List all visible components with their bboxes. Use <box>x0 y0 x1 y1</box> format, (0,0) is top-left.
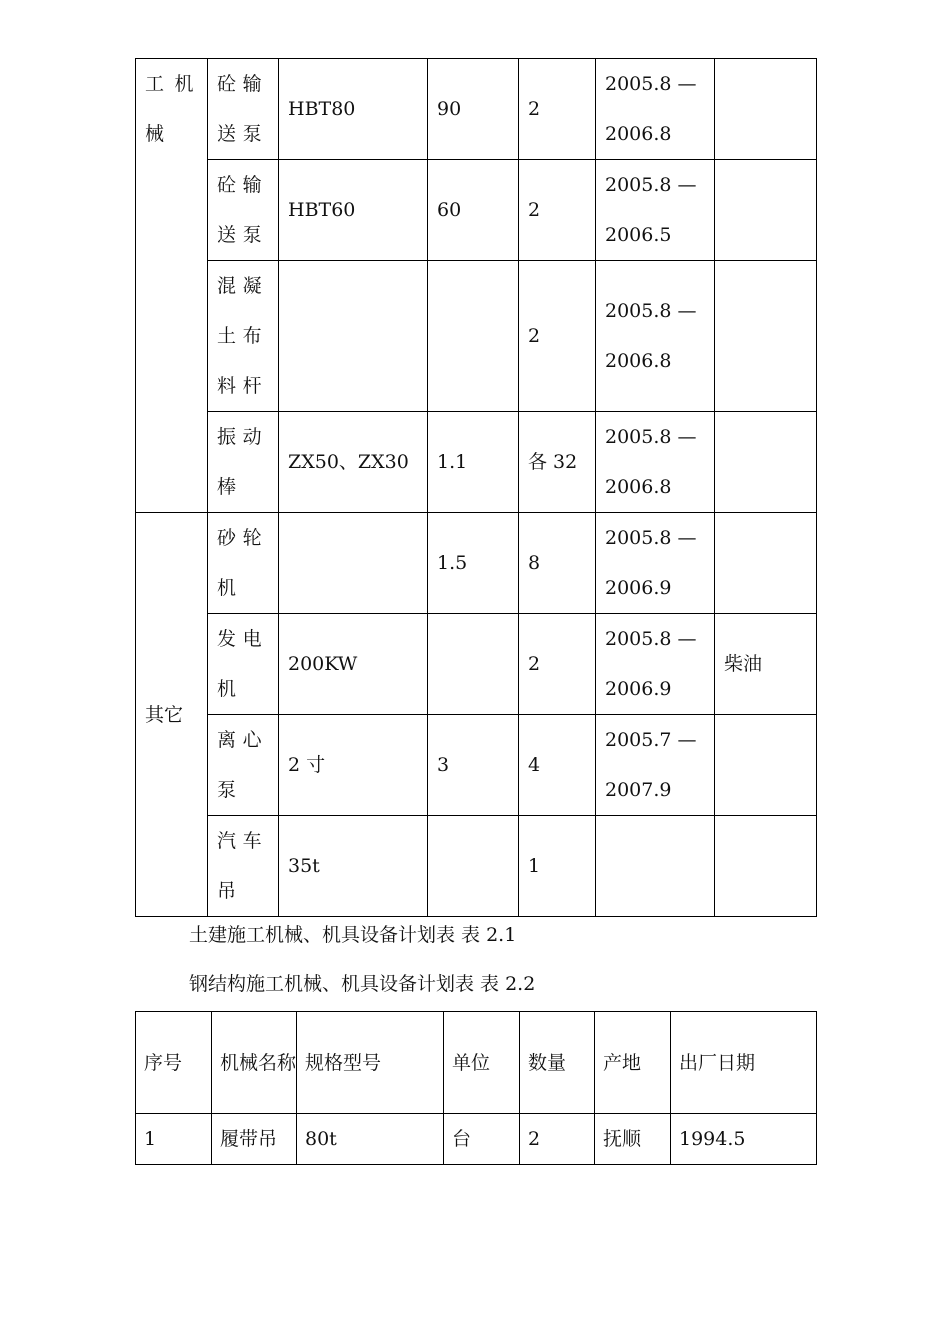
table-row <box>136 614 817 715</box>
power-cell <box>428 614 519 715</box>
equipment-name: 汽车吊 <box>208 816 279 917</box>
period-end: 2006.8 <box>605 123 672 145</box>
period-start: 2005.8 — <box>605 73 697 95</box>
period-cell <box>596 261 715 412</box>
period-start: 2005.8 — <box>605 527 697 549</box>
quantity-cell: 8 <box>519 513 596 614</box>
period-start: 2005.7 — <box>605 729 697 751</box>
header-cell: 序号 <box>136 1012 212 1114</box>
table-row <box>136 261 817 412</box>
header-cell: 数量 <box>520 1012 595 1114</box>
period-cell <box>596 614 715 715</box>
header-cell: 产地 <box>595 1012 671 1114</box>
header-cell: 出厂日期 <box>671 1012 817 1114</box>
note-cell: 柴油 <box>715 614 817 715</box>
equipment-name: 离心泵 <box>208 715 279 816</box>
table-cell: 台 <box>444 1114 520 1165</box>
table-cell: 履带吊 <box>212 1114 297 1165</box>
table-row <box>136 59 817 160</box>
equipment-name: 混凝土布料杆 <box>208 261 279 412</box>
table-cell: 1 <box>136 1114 212 1165</box>
category-cell: 其它 <box>136 513 208 917</box>
power-cell <box>428 261 519 412</box>
model-cell: ZX50、ZX30 <box>279 412 428 513</box>
period-start: 2005.8 — <box>605 300 697 322</box>
period-end: 2006.8 <box>605 476 672 498</box>
model-cell: 35t <box>279 816 428 917</box>
power-cell <box>428 816 519 917</box>
period-start: 2005.8 — <box>605 426 697 448</box>
period-start: 2005.8 — <box>605 628 697 650</box>
table-row <box>136 715 817 816</box>
period-cell <box>596 412 715 513</box>
quantity-cell: 2 <box>519 160 596 261</box>
quantity-cell: 2 <box>519 261 596 412</box>
header-cell: 机械名称 <box>212 1012 297 1114</box>
power-cell: 1.5 <box>428 513 519 614</box>
table-row <box>136 816 817 917</box>
table-row <box>136 1114 817 1165</box>
equipment-table-2-1 <box>135 58 817 917</box>
note-cell <box>715 715 817 816</box>
note-cell <box>715 816 817 917</box>
period-start: 2005.8 — <box>605 174 697 196</box>
category-cell: 工机械 <box>136 59 208 513</box>
table-header-row <box>136 1012 817 1114</box>
power-cell: 3 <box>428 715 519 816</box>
table-cell: 抚顺 <box>595 1114 671 1165</box>
model-cell: HBT60 <box>279 160 428 261</box>
note-cell <box>715 513 817 614</box>
table-cell: 2 <box>520 1114 595 1165</box>
note-cell <box>715 160 817 261</box>
model-cell: 2 寸 <box>279 715 428 816</box>
period-cell <box>596 160 715 261</box>
table-cell: 80t <box>297 1114 444 1165</box>
period-end: 2007.9 <box>605 779 672 801</box>
model-cell <box>279 513 428 614</box>
table-row <box>136 412 817 513</box>
period-cell <box>596 513 715 614</box>
period-end: 2006.5 <box>605 224 672 246</box>
note-cell <box>715 261 817 412</box>
power-cell: 1.1 <box>428 412 519 513</box>
table-caption-2-2: 钢结构施工机械、机具设备计划表 表 2.2 <box>189 973 536 995</box>
table-row <box>136 513 817 614</box>
period-cell <box>596 715 715 816</box>
period-end: 2006.9 <box>605 577 672 599</box>
note-cell <box>715 412 817 513</box>
model-cell <box>279 261 428 412</box>
period-end: 2006.9 <box>605 678 672 700</box>
table-caption-2-1: 土建施工机械、机具设备计划表 表 2.1 <box>189 924 517 946</box>
quantity-cell: 2 <box>519 59 596 160</box>
note-cell <box>715 59 817 160</box>
table-row <box>136 160 817 261</box>
table-cell: 1994.5 <box>671 1114 817 1165</box>
period-cell <box>596 816 715 917</box>
header-cell: 单位 <box>444 1012 520 1114</box>
power-cell: 60 <box>428 160 519 261</box>
power-cell: 90 <box>428 59 519 160</box>
equipment-name: 振动棒 <box>208 412 279 513</box>
quantity-cell: 2 <box>519 614 596 715</box>
quantity-cell: 4 <box>519 715 596 816</box>
model-cell: HBT80 <box>279 59 428 160</box>
equipment-name: 砂轮机 <box>208 513 279 614</box>
equipment-name: 砼输送泵 <box>208 160 279 261</box>
equipment-name: 砼输送泵 <box>208 59 279 160</box>
equipment-name: 发电机 <box>208 614 279 715</box>
header-cell: 规格型号 <box>297 1012 444 1114</box>
steel-structure-equipment-table-2-2 <box>135 1011 817 1165</box>
period-cell <box>596 59 715 160</box>
quantity-cell: 1 <box>519 816 596 917</box>
quantity-cell: 各 32 <box>519 412 596 513</box>
period-end: 2006.8 <box>605 350 672 372</box>
model-cell: 200KW <box>279 614 428 715</box>
